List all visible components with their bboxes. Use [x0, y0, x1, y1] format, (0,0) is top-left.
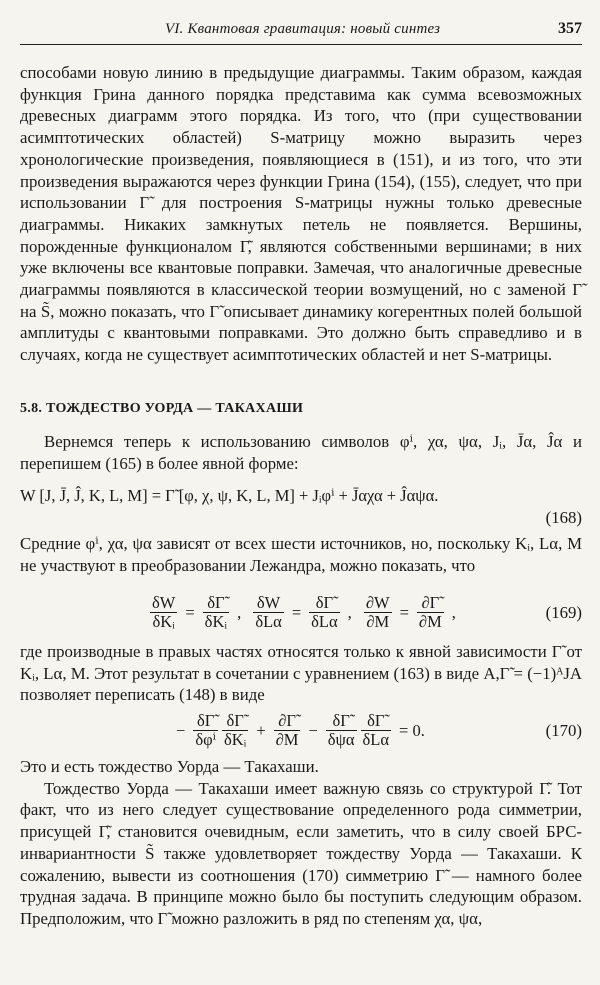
fraction: $\frac{\delta\Gammã}{\text{δLα}}$: [311, 593, 338, 631]
paragraph-identity: [20, 756, 582, 930]
equation-168: [20, 486, 438, 506]
equation-170: − $\frac{\delta\Gammã}{\text{δφⁱ}}$ $\frac{\delta\Gammã}{\text{δKᵢ}}$ + $\frac{\partial\Gammã}{\partial M}$ − $\frac{\delta\Gammã}{\text{δψα}}$ $\frac{\delta\Gammã}{\text{δLα}}$ = 0.: [176, 711, 425, 749]
fraction: $\frac{\delta\Gammã}{\text{δLα}}$: [362, 711, 390, 749]
fraction: $\frac{\delta\Gammã}{\text{δψα}}$: [327, 711, 355, 749]
equation-text: W [J, J̄, Ĵ, K, L, M] = Γ̃ [φ, χ, ψ, K, L, M] + Jᵢφⁱ + J̄αχα + Ĵαψα.: [20, 486, 439, 505]
equation-number-170: (170): [545, 721, 582, 740]
paragraph-text: Это и есть тождество Уорда — Такахаши.: [20, 757, 319, 776]
equation-number-169: (169): [545, 603, 582, 622]
section-heading: 5.8. ТОЖДЕСТВО УОРДА — ТАКАХАШИ: [20, 401, 304, 416]
paragraph-text: где производные в правых частях относятся только к явной зависимости Γ̃ от Kᵢ, Lα, M. Этот результат в сочетании с уравнением (163) в виде A,Γ̃ = (−1)ᴬJA позволяет переписать (148) в виде: [20, 642, 582, 705]
fraction: $\frac{\delta\Gammã}{\text{δKᵢ}}$: [223, 711, 247, 749]
fraction: $\frac{\partial\Gammã}{\partial M}$: [418, 593, 442, 631]
paragraph-text: Вернемся теперь к использованию символов φⁱ, χα, ψα, Jᵢ, J̄α, Ĵα и перепишем (165) в более явной форме:: [20, 432, 582, 473]
page-number: 357: [558, 20, 582, 37]
running-title: VI. Квантовая гравитация: новый синтез: [165, 21, 441, 37]
equation-number-168: (168): [545, 508, 582, 527]
fraction: $\frac{\delta W}{\text{δKᵢ}}$: [152, 593, 176, 631]
paragraph-text: Средние φⁱ, χα, ψα зависят от всех шести источников, но, поскольку Kᵢ, Lα, M не участвуют в преобразовании Лежандра, можно показать, что: [20, 534, 582, 575]
paragraph-intro: [20, 431, 582, 474]
paragraph-averages: [20, 533, 582, 576]
paragraph-text: способами новую линию в предыдущие диаграммы. Таким образом, каждая функция Грина данного порядка представима как сумма всевозможных древесных диаграмм этого порядка. Из того, что (при существовании асимптотических областей) S-матрицу можно выразить через хронологические произведения, появляющиеся в (151), и из того, что эти произведения выражаются через функции Грина (154), (155), следует, что при использовании Γ̃ для построения S-матрицы нужны только древесные диаграммы. Никаких замкнутых петель не появляется. Вершины, порожденные функционалом Γ̃, являются собственными вершинами; в них уже включены все квантовые поправки. Замечая, что аналогичные древесные диаграммы появляются в классической теории возмущений, но с заменой Γ̃ на S̃, можно показать, что Γ̃ описывает динамику когерентных полей большой амплитуды с квантовыми поправками. Это должно быть справедливо и в случаях, когда не существует асимптотических областей и нет S-матрицы.: [20, 63, 582, 365]
fraction: $\frac{\partial\Gammã}{\partial M}$: [275, 711, 299, 749]
paragraph-text: Тождество Уорда — Такахаши имеет важную связь со структурой Γ̃. Тот факт, что из него следует существование определенного рода симметрии, присущей Γ̃, становится очевидным, если заметить, что в силу своей БРС-инвариантности S̃ также удовлетворяет тождеству Уорда — Такахаши. К сожалению, вывести из соотношения (170) симметрию Γ̃ — намного более трудная задача. В принципе можно было бы поступить следующим образом. Предположим, что Γ̃ можно разложить в ряд по степеням χα, ψα,: [20, 778, 582, 928]
fraction: $\frac{\partial W}{\partial M}$: [365, 593, 390, 631]
fraction: $\frac{\delta\Gammã}{\text{δφⁱ}}$: [195, 711, 216, 749]
paragraph-continuation: [20, 62, 582, 366]
fraction: $\frac{\delta\Gammã}{\text{δKᵢ}}$: [204, 593, 228, 631]
running-header: [20, 18, 582, 45]
fraction: $\frac{\delta W}{\text{δLα}}$: [255, 593, 282, 631]
equation-169: $\frac{\delta W}{\text{δKᵢ}}$ = $\frac{\delta\Gammã}{\text{δKᵢ}}$ , $\frac{\delta W}{\text{δLα}}$ = $\frac{\delta\Gammã}{\text{δLα}}$ , $\frac{\partial W}{\partial M}$ = $\frac{\partial\Gammã}{\partial M}$ ,: [152, 593, 456, 631]
paragraph-derivatives: [20, 641, 582, 706]
